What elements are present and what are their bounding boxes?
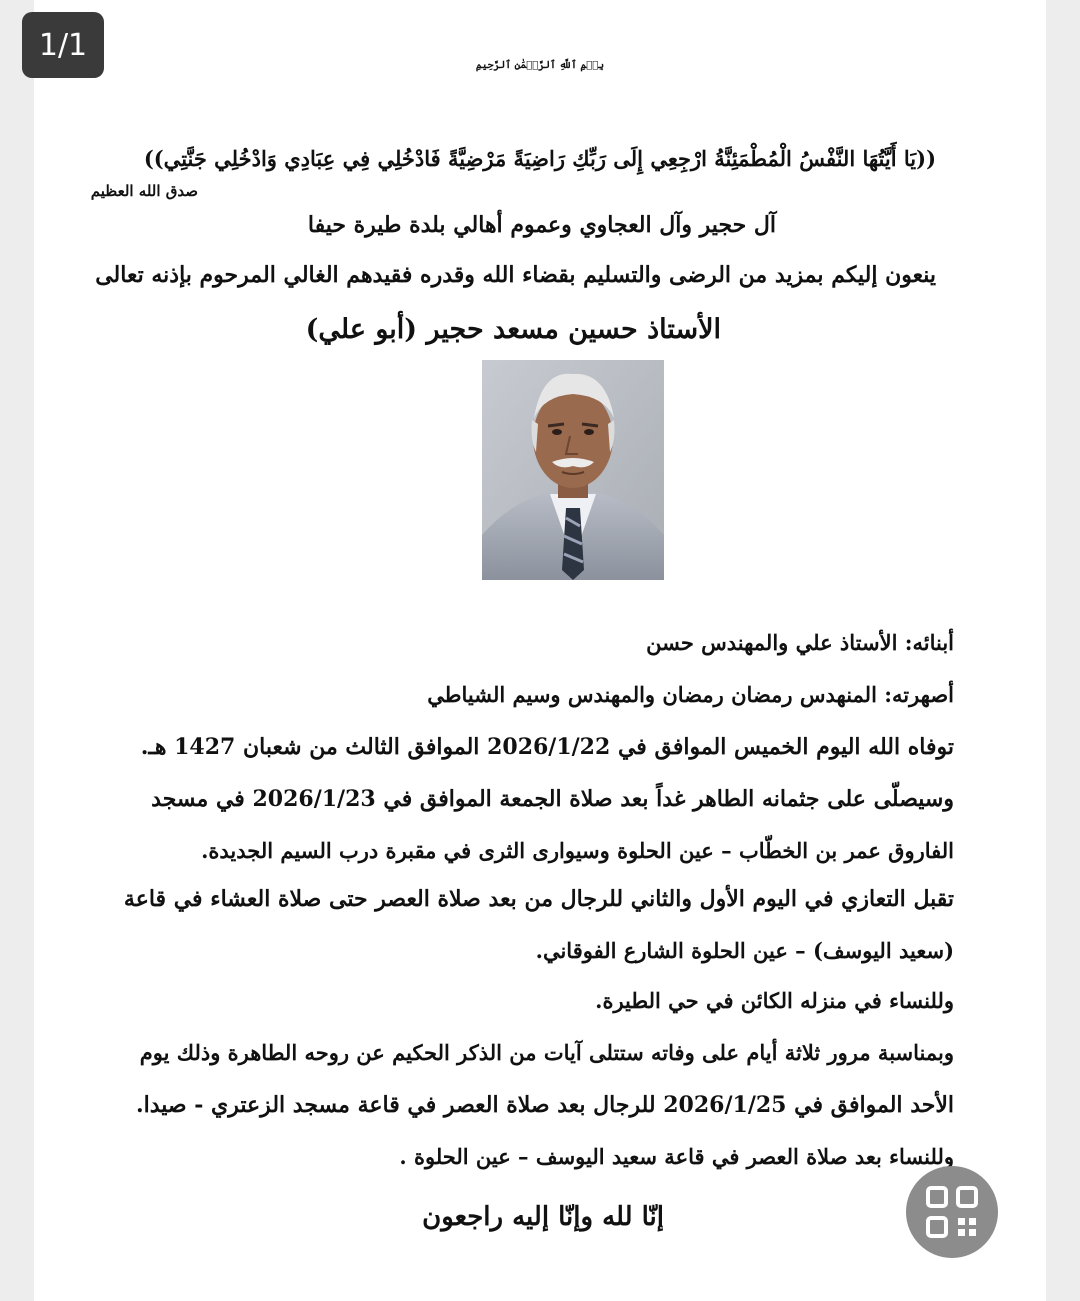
burial-line: الفاروق عمر بن الخطّاب – عين الحلوة وسيوارى الثرى في مقبرة درب السيم الجديدة. bbox=[201, 838, 954, 863]
women-condolences-line: وللنساء في منزله الكائن في حي الطيرة. bbox=[595, 988, 954, 1013]
families-line: آل حجير وآل العجاوي وعموم أهالي بلدة طيرة حيفا bbox=[307, 212, 776, 238]
third-day-men-line: الأحد الموافق في 2026/1/25 للرجال بعد صلاة العصر في قاعة مسجد الزعتري - صيدا. bbox=[135, 1092, 954, 1118]
condolences-line: تقبل التعازي في اليوم الأول والثاني للرجال من بعد صلاة العصر حتى صلاة العشاء في قاعة bbox=[123, 886, 954, 912]
death-date-line: توفاه الله اليوم الخميس الموافق في 2026/1/22 الموافق الثالث من شعبان 1427 هـ. bbox=[140, 734, 954, 760]
quran-verse: ((يَا أَيَّتُهَا النَّفْسُ الْمُطْمَئِنَّةُ ارْجِعِي إِلَى رَبِّكِ رَاضِيَةً مَرْضِيَّةً فَادْخُلِي فِي عِبَادِي وَادْخُلِي جَنَّتِي)) bbox=[143, 146, 936, 171]
qr-scan-button[interactable] bbox=[906, 1166, 998, 1258]
page-counter: 1/1 bbox=[22, 12, 104, 78]
basmala: بِسۡمِ ٱللَّهِ ٱلرَّحۡمَٰنِ ٱلرَّحِيمِ bbox=[475, 60, 605, 71]
deceased-name: الأستاذ حسين مسعد حجير (أبو علي) bbox=[305, 314, 721, 345]
sons-line: أبنائه: الأستاذ علي والمهندس حسن bbox=[646, 630, 954, 655]
document-page bbox=[34, 0, 1046, 1301]
announcement-line: ينعون إليكم بمزيد من الرضى والتسليم بقضاء الله وقدره فقيدهم الغالي المرحوم بإذنه تعالى bbox=[95, 262, 936, 288]
funeral-prayer-line: وسيصلّى على جثمانه الطاهر غداً بعد صلاة الجمعة الموافق في 2026/1/23 في مسجد bbox=[151, 786, 954, 812]
sadaq-allah: صدق الله العظيم bbox=[90, 182, 198, 200]
deceased-photo bbox=[482, 360, 664, 580]
third-day-line: وبمناسبة مرور ثلاثة أيام على وفاته ستتلى آيات من الذكر الحكيم عن روحه الطاهرة وذلك يوم bbox=[139, 1040, 954, 1065]
condolences-hall-line: (سعيد اليوسف) – عين الحلوة الشارع الفوقاني. bbox=[535, 938, 954, 963]
qr-code-icon bbox=[924, 1184, 980, 1240]
in-laws-line: أصهرته: المنهدس رمضان رمضان والمهندس وسيم الشياطي bbox=[427, 682, 954, 707]
closing-verse: إنّا لله وإنّا إليه راجعون bbox=[422, 1202, 664, 1232]
third-day-women-line: وللنساء بعد صلاة العصر في قاعة سعيد اليوسف – عين الحلوة . bbox=[399, 1144, 954, 1169]
